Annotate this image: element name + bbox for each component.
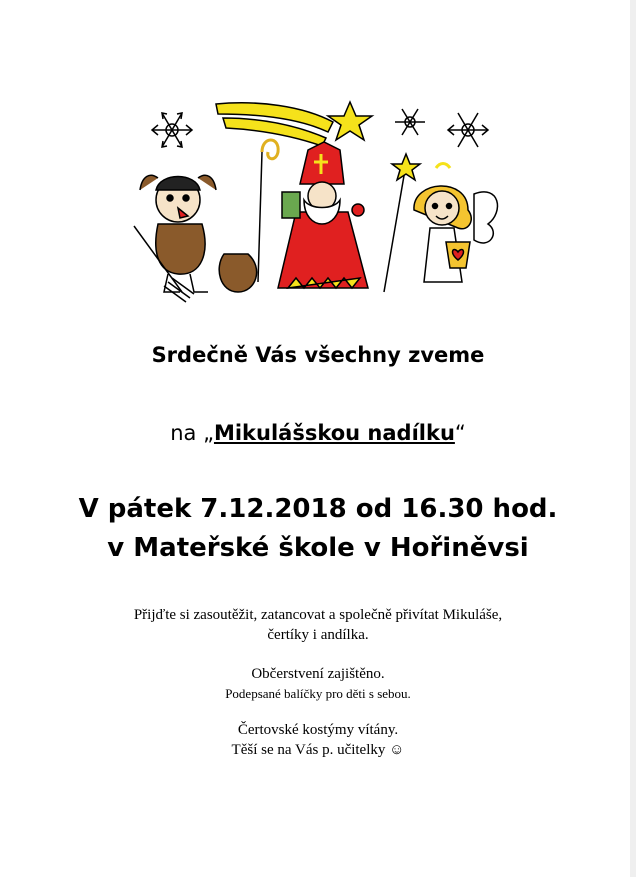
snowflake-icon — [448, 113, 488, 147]
details-line-1: Přijďte si zasoutěžit, zatancovat a společně přivítat Mikuláše, — [133, 607, 503, 623]
signature: Těší se na Vás p. učitelky ☺ — [231, 742, 405, 758]
saint-nicholas-icon — [258, 140, 368, 288]
costumes-note: Čertovské kostýmy vítány. — [237, 722, 399, 738]
devil-icon — [134, 175, 257, 302]
event-title: Mikulášskou nadílku — [213, 421, 455, 445]
refreshment-note: Občerstvení zajištěno. — [251, 666, 385, 682]
event-line — [0, 421, 636, 445]
event-prefix: na „ — [170, 421, 214, 445]
snowflake-icon — [152, 113, 192, 147]
packages-note: Podepsané balíčky pro děti s sebou. — [225, 686, 411, 701]
snowflake-icon — [395, 109, 425, 135]
angel-icon — [384, 154, 497, 292]
event-suffix: “ — [454, 421, 466, 445]
shooting-star-icon — [216, 102, 372, 146]
greeting-heading: Srdečně Vás všechny zveme — [151, 343, 485, 367]
details-line-2: čertíky i andílka. — [267, 627, 369, 643]
event-datetime: V pátek 7.12.2018 od 16.30 hod. — [78, 494, 558, 524]
christmas-illustration — [128, 92, 508, 314]
event-place: v Mateřské škole v Hořiněvsi — [107, 533, 529, 563]
